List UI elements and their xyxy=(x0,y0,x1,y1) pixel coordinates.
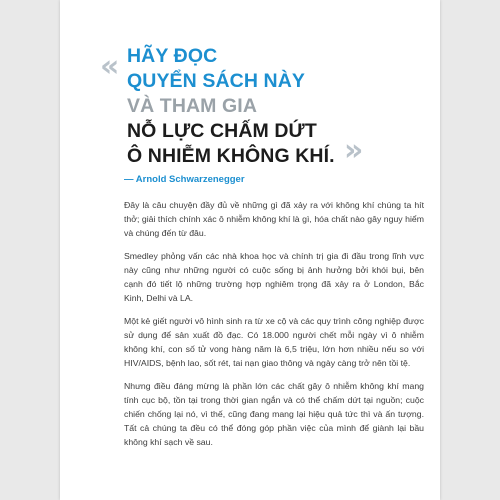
paragraph-2: Smedley phỏng vấn các nhà khoa học và chính trị gia đi đầu trong lĩnh vực này cũng như những người có cuộc sống bị ảnh hưởng bởi khói bụi, bên cạnh đó tiết lộ những trường hợp nghiêm trọng đã xảy ra ở London, Bắc Kinh, Delhi và LA. xyxy=(124,251,424,303)
paragraph-1: Đây là câu chuyện đầy đủ về những gì đã xảy ra với không khí chúng ta hít thở; giải thích chính xác ô nhiễm không khí là gì, hóa chất nào gây nguy hiểm và chúng đến từ đâu. xyxy=(124,200,424,238)
quote-line-1: HÃY ĐỌC xyxy=(127,45,218,67)
quote-line-4: NỖ LỰC CHẤM DỨT xyxy=(127,120,317,142)
quote-line-2: QUYỂN SÁCH NÀY xyxy=(127,70,306,92)
body-text xyxy=(124,198,424,458)
quote-attribution: — Arnold Schwarzenegger xyxy=(124,174,245,185)
paragraph-3: Một kẻ giết người vô hình sinh ra từ xe cộ và các quy trình công nghiệp được sử dụng để sản xuất đồ đạc. Có 18.000 người chết mỗi ngày vì ô nhiễm không khí, con số tử vong hàng năm là 6,5 triệu, lớn hơn nhiều nếu so với HIV/AIDS, bệnh lao, sốt rét, tai nạn giao thông và ngày càng trở nên tồi tệ. xyxy=(124,316,424,368)
open-quote-mark: « xyxy=(100,49,120,84)
quote-line-5: Ô NHIỄM KHÔNG KHÍ. xyxy=(127,145,335,167)
book-page xyxy=(60,0,440,500)
paragraph-4: Nhưng điều đáng mừng là phần lớn các chất gây ô nhiễm không khí mang tính cục bộ, tồn tại trong thời gian ngắn và có thể chấm dứt tại nguồn; cuộc chiến chống lại nó, vì thế, cũng đang mang lại hiệu quả tức thì và ấn tượng. Tất cả chúng ta đều có thể đóng góp phần việc của mình để giành lại bầu không khí sạch về sau. xyxy=(124,381,424,447)
quote-line-3: VÀ THAM GIA xyxy=(127,95,258,117)
close-quote-mark: » xyxy=(344,133,364,168)
